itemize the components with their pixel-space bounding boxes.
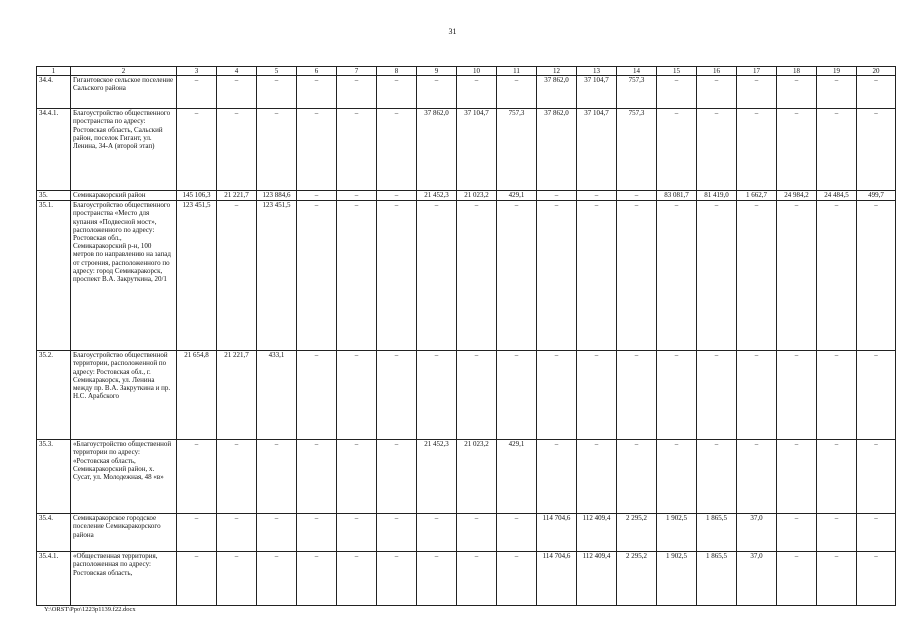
value-cell: 123 451,5 (257, 201, 297, 351)
value-cell: – (337, 552, 377, 606)
value-cell: – (857, 201, 896, 351)
column-number-row (37, 67, 896, 76)
value-cell: 2 295,2 (617, 514, 657, 552)
value-cell: – (577, 440, 617, 514)
value-cell: – (297, 191, 337, 201)
value-cell: – (457, 201, 497, 351)
value-cell: – (257, 76, 297, 109)
value-cell: – (657, 109, 697, 191)
value-cell: – (177, 514, 217, 552)
value-cell: 757,3 (617, 76, 657, 109)
value-cell: – (817, 351, 857, 440)
value-cell: – (657, 351, 697, 440)
value-cell: – (617, 440, 657, 514)
value-cell: – (337, 351, 377, 440)
value-cell: – (737, 201, 777, 351)
column-number: 17 (737, 67, 777, 76)
budget-table (36, 66, 896, 606)
value-cell: 21 023,2 (457, 440, 497, 514)
value-cell: 499,7 (857, 191, 896, 201)
row-name: Благоустройство общественного пространства «Место для купания «Подвесной мост», расположенного по адресу: Ростовская обл., Семикаракорский р-н, 100 метров по направлению на запад от строения, расположенного по адресу: город Семикаракорск, проспект В.А. Закруткина, 20/1 (71, 201, 177, 351)
value-cell: – (497, 514, 537, 552)
value-cell: – (737, 440, 777, 514)
value-cell: 37 104,7 (577, 109, 617, 191)
value-cell: – (657, 76, 697, 109)
value-cell: 123 451,5 (177, 201, 217, 351)
value-cell: – (697, 440, 737, 514)
value-cell: 112 409,4 (577, 514, 617, 552)
value-cell: – (657, 201, 697, 351)
value-cell: – (297, 76, 337, 109)
value-cell: – (377, 514, 417, 552)
value-cell: – (617, 351, 657, 440)
value-cell: 24 484,5 (817, 191, 857, 201)
file-path-footer: Y:\ORST\Ppo\1223p1139.f22.docx (44, 606, 136, 613)
value-cell: 1 902,5 (657, 552, 697, 606)
value-cell: – (257, 440, 297, 514)
value-cell: – (857, 440, 896, 514)
value-cell: 114 704,6 (537, 514, 577, 552)
row-code: 34.4.1. (37, 109, 71, 191)
value-cell: – (377, 76, 417, 109)
value-cell: 81 419,0 (697, 191, 737, 201)
value-cell: 37,0 (737, 514, 777, 552)
column-number: 14 (617, 67, 657, 76)
value-cell: 757,3 (617, 109, 657, 191)
value-cell: – (737, 76, 777, 109)
value-cell: – (697, 76, 737, 109)
value-cell: 37 862,0 (537, 76, 577, 109)
value-cell: – (777, 351, 817, 440)
value-cell: – (697, 351, 737, 440)
value-cell: – (217, 201, 257, 351)
value-cell: – (817, 76, 857, 109)
value-cell: – (297, 109, 337, 191)
value-cell: 21 221,7 (217, 351, 257, 440)
value-cell: – (497, 201, 537, 351)
value-cell: – (297, 440, 337, 514)
value-cell: – (417, 514, 457, 552)
value-cell: – (777, 552, 817, 606)
value-cell: 21 023,2 (457, 191, 497, 201)
value-cell: – (217, 514, 257, 552)
value-cell: – (537, 440, 577, 514)
value-cell: 1 662,7 (737, 191, 777, 201)
value-cell: 1 865,5 (697, 514, 737, 552)
value-cell: 433,1 (257, 351, 297, 440)
value-cell: 1 902,5 (657, 514, 697, 552)
value-cell: – (737, 351, 777, 440)
value-cell: – (457, 514, 497, 552)
row-code: 35.3. (37, 440, 71, 514)
value-cell: – (177, 76, 217, 109)
value-cell: – (417, 76, 457, 109)
value-cell: – (497, 552, 537, 606)
value-cell: – (857, 552, 896, 606)
table-row (37, 514, 896, 552)
table-row (37, 76, 896, 109)
value-cell: – (737, 109, 777, 191)
value-cell: – (577, 201, 617, 351)
row-code: 35. (37, 191, 71, 201)
value-cell: 37 862,0 (537, 109, 577, 191)
column-number: 13 (577, 67, 617, 76)
row-name: Благоустройство общественной территории, расположенной по адресу: Ростовская обл., г. Семикаракорск, ул. Ленина между пр. В.А. Закруткина и пр. Н.С. Арабского (71, 351, 177, 440)
value-cell: 1 865,5 (697, 552, 737, 606)
column-number: 1 (37, 67, 71, 76)
column-number: 10 (457, 67, 497, 76)
value-cell: – (337, 191, 377, 201)
value-cell: 37 104,7 (457, 109, 497, 191)
value-cell: 2 295,2 (617, 552, 657, 606)
value-cell: – (857, 514, 896, 552)
table-row (37, 552, 896, 606)
value-cell: 21 221,7 (217, 191, 257, 201)
row-code: 35.4.1. (37, 552, 71, 606)
table-row (37, 191, 896, 201)
value-cell: 114 704,6 (537, 552, 577, 606)
value-cell: – (697, 109, 737, 191)
value-cell: – (817, 201, 857, 351)
value-cell: – (537, 201, 577, 351)
column-number: 6 (297, 67, 337, 76)
value-cell: 37 104,7 (577, 76, 617, 109)
table-row (37, 201, 896, 351)
value-cell: – (217, 76, 257, 109)
value-cell: – (817, 440, 857, 514)
table-row (37, 109, 896, 191)
value-cell: – (777, 201, 817, 351)
value-cell: – (337, 201, 377, 351)
value-cell: – (497, 351, 537, 440)
row-name: Семикаракорский район (71, 191, 177, 201)
value-cell: 21 452,3 (417, 191, 457, 201)
column-number: 11 (497, 67, 537, 76)
value-cell: – (817, 514, 857, 552)
value-cell: 429,1 (497, 191, 537, 201)
value-cell: – (577, 351, 617, 440)
column-number: 15 (657, 67, 697, 76)
value-cell: – (297, 514, 337, 552)
value-cell: – (817, 552, 857, 606)
value-cell: – (577, 191, 617, 201)
value-cell: – (537, 191, 577, 201)
value-cell: – (337, 514, 377, 552)
value-cell: – (377, 440, 417, 514)
value-cell: – (657, 440, 697, 514)
column-number: 5 (257, 67, 297, 76)
row-code: 35.1. (37, 201, 71, 351)
value-cell: 37 862,0 (417, 109, 457, 191)
value-cell: – (297, 201, 337, 351)
row-name: Благоустройство общественного пространства по адресу: Ростовская область, Сальский район, поселок Гигант, ул. Ленина, 34-А (второй этап) (71, 109, 177, 191)
value-cell: – (297, 552, 337, 606)
value-cell: 37,0 (737, 552, 777, 606)
value-cell: 21 654,8 (177, 351, 217, 440)
value-cell: – (457, 351, 497, 440)
row-code: 35.2. (37, 351, 71, 440)
column-number: 16 (697, 67, 737, 76)
value-cell: – (337, 109, 377, 191)
value-cell: – (377, 191, 417, 201)
value-cell: – (457, 552, 497, 606)
value-cell: – (377, 109, 417, 191)
value-cell: – (377, 552, 417, 606)
value-cell: 123 884,6 (257, 191, 297, 201)
value-cell: 24 984,2 (777, 191, 817, 201)
value-cell: – (617, 191, 657, 201)
column-number: 2 (71, 67, 177, 76)
column-number: 9 (417, 67, 457, 76)
column-number: 4 (217, 67, 257, 76)
value-cell: – (377, 201, 417, 351)
value-cell: – (257, 514, 297, 552)
table-row (37, 440, 896, 514)
value-cell: 429,1 (497, 440, 537, 514)
column-number: 18 (777, 67, 817, 76)
value-cell: 145 106,3 (177, 191, 217, 201)
value-cell: – (777, 440, 817, 514)
value-cell: – (857, 76, 896, 109)
value-cell: – (177, 440, 217, 514)
value-cell: – (257, 109, 297, 191)
value-cell: – (857, 109, 896, 191)
value-cell: 757,3 (497, 109, 537, 191)
row-code: 35.4. (37, 514, 71, 552)
value-cell: – (177, 552, 217, 606)
value-cell: 83 081,7 (657, 191, 697, 201)
row-name: Семикаракорское городское поселение Семикаракорского района (71, 514, 177, 552)
value-cell: – (217, 440, 257, 514)
value-cell: – (417, 351, 457, 440)
value-cell: – (297, 351, 337, 440)
value-cell: – (617, 201, 657, 351)
value-cell: – (257, 552, 297, 606)
value-cell: – (417, 201, 457, 351)
table-row (37, 351, 896, 440)
column-number: 19 (817, 67, 857, 76)
value-cell: – (337, 440, 377, 514)
value-cell: – (457, 76, 497, 109)
value-cell: – (537, 351, 577, 440)
value-cell: – (377, 351, 417, 440)
value-cell: 112 409,4 (577, 552, 617, 606)
column-number: 12 (537, 67, 577, 76)
page-number: 31 (448, 27, 457, 36)
value-cell: – (177, 109, 217, 191)
value-cell: – (857, 351, 896, 440)
column-number: 20 (857, 67, 896, 76)
value-cell: – (777, 514, 817, 552)
row-code: 34.4. (37, 76, 71, 109)
column-number: 3 (177, 67, 217, 76)
column-number: 7 (337, 67, 377, 76)
column-number: 8 (377, 67, 417, 76)
value-cell: – (497, 76, 537, 109)
value-cell: 21 452,3 (417, 440, 457, 514)
row-name: «Благоустройство общественной территории по адресу: «Ростовская область, Семикаракорский район, х. Сусат, ул. Молодежная, 48 «в» (71, 440, 177, 514)
value-cell: – (337, 76, 377, 109)
table-body (37, 67, 896, 606)
value-cell: – (417, 552, 457, 606)
value-cell: – (777, 76, 817, 109)
value-cell: – (217, 109, 257, 191)
value-cell: – (777, 109, 817, 191)
value-cell: – (217, 552, 257, 606)
value-cell: – (817, 109, 857, 191)
row-name: Гигантовское сельское поселение Сальского района (71, 76, 177, 109)
value-cell: – (697, 201, 737, 351)
row-name: «Общественная территория, расположенная по адресу: Ростовская область, (71, 552, 177, 606)
